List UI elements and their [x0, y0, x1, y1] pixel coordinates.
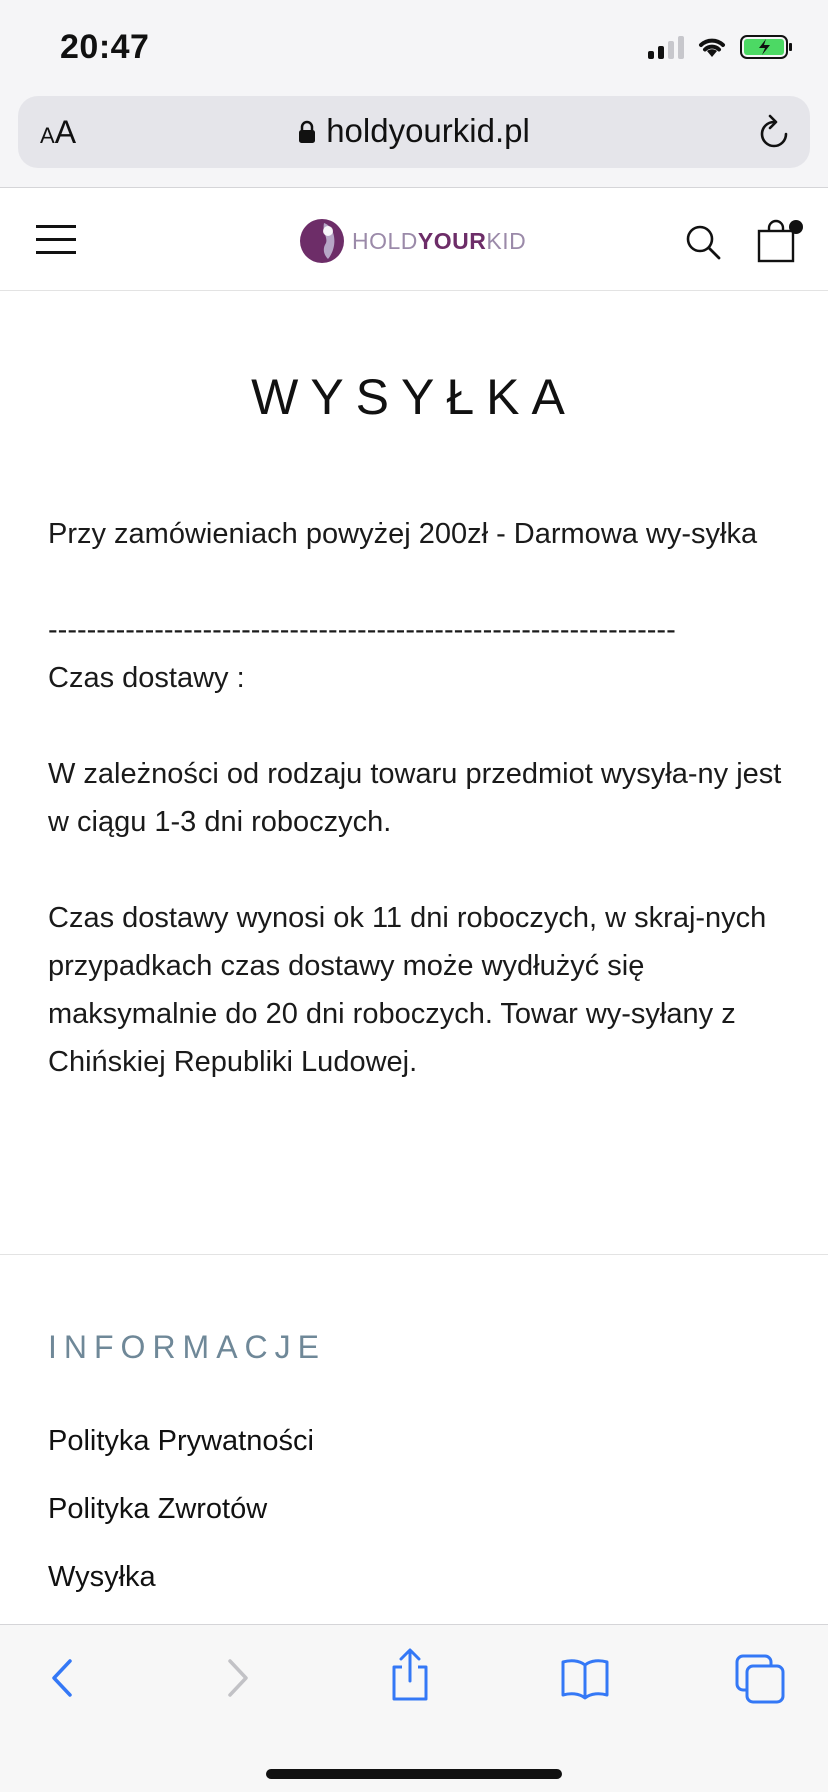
- page-title: WYSYŁKA: [251, 369, 577, 425]
- footer-link-shipping[interactable]: Wysyłka: [48, 1561, 156, 1593]
- address-bar[interactable]: [18, 96, 810, 168]
- shipping-info: [48, 510, 784, 1086]
- logo-text: HOLDYOURKID: [352, 227, 527, 254]
- site-logo[interactable]: [298, 217, 526, 265]
- cellular-signal-icon: [648, 35, 684, 59]
- delivery-duration-text: Czas dostawy wynosi ok 11 dni roboczych, w skraj-nych przypadkach czas dostawy może wydłużyć się maksymalnie do 20 dni roboczych. Towar wy-syłany z Chińskiej Republiki Ludowej.: [48, 902, 767, 1078]
- home-indicator: [266, 1769, 562, 1779]
- footer-link-returns[interactable]: Polityka Zwrotów: [48, 1493, 268, 1525]
- separator-line: -----------------------------------------------------------------: [48, 614, 676, 646]
- delivery-time-heading: Czas dostawy :: [48, 662, 245, 694]
- footer-heading: INFORMACJE: [48, 1329, 326, 1365]
- hamburger-menu-icon[interactable]: [36, 225, 76, 255]
- free-shipping-text: Przy zamówieniach powyżej 200zł - Darmowa wy-syłka: [48, 518, 758, 550]
- lock-icon: [298, 120, 316, 144]
- url-text: holdyourkid.pl: [326, 112, 530, 149]
- text-size-button[interactable]: AA: [40, 114, 77, 150]
- reload-icon[interactable]: [756, 112, 792, 150]
- search-icon[interactable]: [684, 223, 722, 261]
- logo-mark-icon: [298, 217, 346, 265]
- status-bar: [0, 0, 828, 92]
- battery-charging-icon: [740, 34, 794, 60]
- shopping-bag-icon[interactable]: [756, 219, 804, 263]
- cart-indicator-dot: [789, 220, 803, 234]
- dispatch-time-text: W zależności od rodzaju towaru przedmiot wysyła-ny jest w ciągu 1-3 dni roboczych.: [48, 758, 782, 838]
- footer: [0, 1254, 828, 1624]
- forward-icon[interactable]: [216, 1653, 256, 1703]
- footer-links: [48, 1407, 314, 1611]
- tabs-icon[interactable]: [734, 1653, 786, 1705]
- footer-link-privacy[interactable]: Polityka Prywatności: [48, 1425, 314, 1457]
- share-icon[interactable]: [386, 1647, 434, 1703]
- bookmarks-icon[interactable]: [560, 1657, 610, 1701]
- url-display[interactable]: [18, 112, 810, 150]
- browser-toolbar: [0, 1624, 828, 1792]
- site-header: [0, 189, 828, 291]
- browser-address-area: [0, 92, 828, 188]
- status-icons: [648, 34, 794, 60]
- back-icon[interactable]: [44, 1653, 84, 1703]
- status-time: 20:47: [60, 28, 150, 66]
- wifi-icon: [696, 35, 728, 59]
